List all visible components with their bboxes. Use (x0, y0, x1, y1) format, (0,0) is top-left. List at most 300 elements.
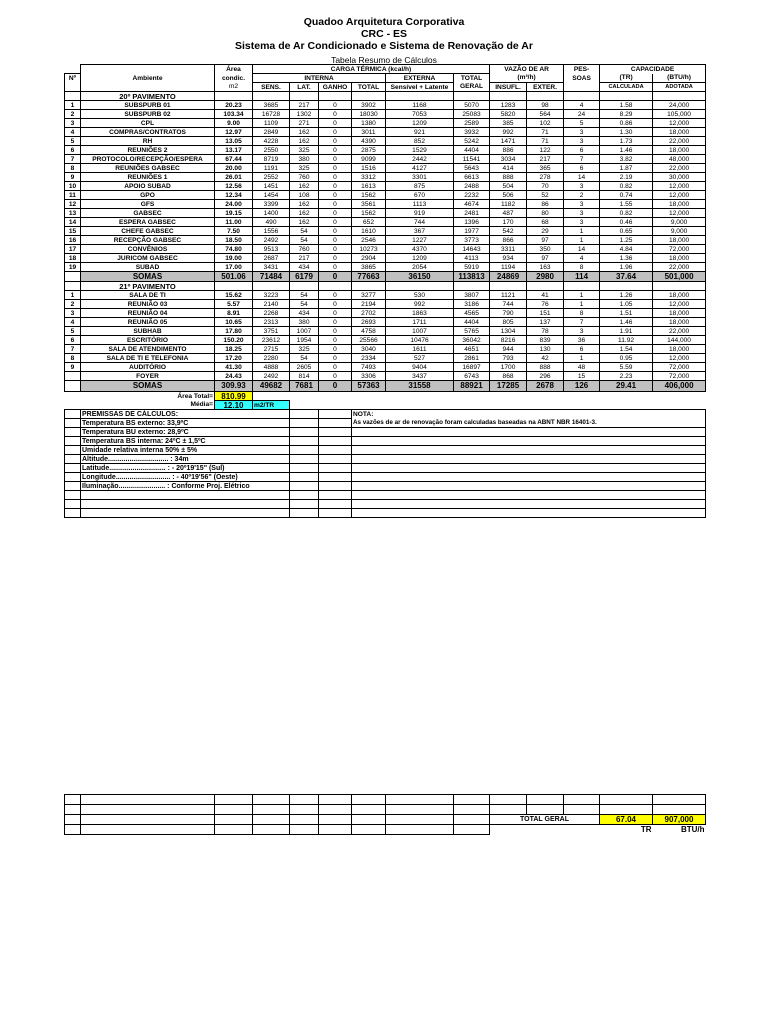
area-header: Área (215, 65, 253, 74)
premissas-row-8 (65, 482, 706, 491)
table-cell: 4404 (454, 318, 490, 327)
table-cell: 3685 (253, 101, 290, 110)
table-cell: 8 (564, 309, 600, 318)
table-cell: 19 (65, 263, 81, 272)
table-cell: 1700 (490, 363, 527, 372)
table-cell: 1863 (386, 309, 454, 318)
premissa-altitude: Altitude............................... : 34m (81, 455, 290, 464)
table-cell: 6613 (454, 173, 490, 182)
table-cell: 1711 (386, 318, 454, 327)
table-cell: 18,000 (653, 318, 706, 327)
table-cell: 1.46 (600, 318, 653, 327)
table-cell: 3277 (352, 291, 386, 300)
insufl-header: INSUFL. (490, 83, 527, 92)
table-row (65, 200, 706, 209)
table-cell: 1.58 (600, 101, 653, 110)
table-cell: 886 (490, 146, 527, 155)
table-cell: 4565 (454, 309, 490, 318)
table-row (65, 354, 706, 363)
area-total-value: 810.99 (215, 392, 253, 401)
table-cell: 3 (564, 209, 600, 218)
table-cell: 5919 (454, 263, 490, 272)
table-cell: 3312 (352, 173, 386, 182)
total-geral-label: TOTAL GERAL (490, 815, 600, 825)
client-title: CRC - ES (360, 28, 408, 40)
table-cell: 9513 (253, 245, 290, 254)
table-cell: 2687 (253, 254, 290, 263)
table-cell: 15.62 (215, 291, 253, 300)
table-row (65, 218, 706, 227)
table-cell: 5242 (454, 137, 490, 146)
somas-cell: 2980 (527, 272, 564, 282)
table-cell: 1 (564, 291, 600, 300)
table-cell: 2313 (253, 318, 290, 327)
ambiente-cell: REUNIÕES 1 (81, 173, 215, 182)
table-cell: 18,000 (653, 146, 706, 155)
ambiente-cell: SALA DE TI E TELEFONIA (81, 354, 215, 363)
table-cell: 4674 (454, 200, 490, 209)
table-cell: 5070 (454, 101, 490, 110)
total-header: TOTAL (454, 74, 490, 83)
ambiente-cell: GFS (81, 200, 215, 209)
table-cell: 23612 (253, 336, 290, 345)
table-cell: 490 (253, 218, 290, 227)
blank-row-3 (65, 509, 706, 518)
premissas-row-7 (65, 473, 706, 482)
table-cell: 3932 (454, 128, 490, 137)
table-cell: 48,000 (653, 155, 706, 164)
table-cell: 0 (319, 182, 352, 191)
table-cell: 26.01 (215, 173, 253, 182)
total2-header: TOTAL (352, 83, 386, 92)
table-cell: 8216 (490, 336, 527, 345)
table-row (65, 372, 706, 381)
table-cell: 3399 (253, 200, 290, 209)
table-cell: 72,000 (653, 372, 706, 381)
table-cell: 4758 (352, 327, 386, 336)
table-cell: 652 (352, 218, 386, 227)
table-cell: 8 (564, 263, 600, 272)
table-cell: 54 (290, 227, 319, 236)
table-cell: 2693 (352, 318, 386, 327)
vazao-unit: (m³/h) (490, 74, 564, 83)
table-cell: 367 (386, 227, 454, 236)
table-row (65, 227, 706, 236)
table-cell: 1 (65, 291, 81, 300)
table-row (65, 300, 706, 309)
table-cell: 814 (290, 372, 319, 381)
table-cell: 1109 (253, 119, 290, 128)
ambiente-cell: ESPERA GABSEC (81, 218, 215, 227)
table-cell: 18,000 (653, 291, 706, 300)
table-cell: 2140 (253, 300, 290, 309)
table-cell: 564 (527, 110, 564, 119)
table-cell: 29 (527, 227, 564, 236)
table-cell: 18030 (352, 110, 386, 119)
table-cell: 1396 (454, 218, 490, 227)
tr-header: (TR) (600, 74, 653, 83)
table-cell: 4.84 (600, 245, 653, 254)
ambiente-cell: CONVÊNIOS (81, 245, 215, 254)
table-row (65, 164, 706, 173)
geral-header: GERAL (454, 83, 490, 92)
table-cell: 162 (290, 200, 319, 209)
table-cell: 5 (65, 327, 81, 336)
table-cell: 0 (319, 146, 352, 155)
table-cell: 6 (564, 164, 600, 173)
table-cell: 19.15 (215, 209, 253, 218)
table-cell: 1516 (352, 164, 386, 173)
ambiente-cell: APOIO SUBAD (81, 182, 215, 191)
capacidade-header: CAPACIDADE (600, 65, 706, 74)
table-cell: 325 (290, 164, 319, 173)
table-cell: 52 (527, 191, 564, 200)
system-title: Sistema de Ar Condicionado e Sistema de Renovação de Ar (235, 40, 533, 52)
ambiente-cell: CHEFE GABSEC (81, 227, 215, 236)
table-cell: 10.65 (215, 318, 253, 327)
area-total-row (65, 392, 706, 401)
somas-cell: 6179 (290, 272, 319, 282)
lat-header: LAT. (290, 83, 319, 92)
table-cell: 1168 (386, 101, 454, 110)
table-cell: 2194 (352, 300, 386, 309)
table-cell: 9 (65, 363, 81, 372)
premissas-row-4 (65, 446, 706, 455)
table-cell: 0 (319, 354, 352, 363)
table-cell: 1007 (386, 327, 454, 336)
ambiente-cell: SUBHAB (81, 327, 215, 336)
table-cell: 4 (65, 318, 81, 327)
table-cell: 5765 (454, 327, 490, 336)
table-cell: 42 (527, 354, 564, 363)
table-cell: 0 (319, 209, 352, 218)
table-cell: 3 (564, 200, 600, 209)
table-cell: 1380 (352, 119, 386, 128)
table-cell: 487 (490, 209, 527, 218)
ambiente-cell: RECEPÇÃO GABSEC (81, 236, 215, 245)
table-cell: 70 (527, 182, 564, 191)
table-cell: 12.97 (215, 128, 253, 137)
table-cell: 504 (490, 182, 527, 191)
table-cell: 4651 (454, 345, 490, 354)
table-cell: 9.00 (215, 119, 253, 128)
ambiente-cell: CPL (81, 119, 215, 128)
table-cell: 8719 (253, 155, 290, 164)
table-cell: 888 (527, 363, 564, 372)
table-cell: 24.00 (215, 200, 253, 209)
somas-cell: 0 (319, 272, 352, 282)
table-cell: 4 (564, 101, 600, 110)
bottom-blank-row-2 (65, 805, 706, 815)
somas-cell: 88921 (454, 381, 490, 392)
table-cell: 11541 (454, 155, 490, 164)
table-cell: 0 (319, 263, 352, 272)
table-row (65, 173, 706, 182)
table-cell: 2232 (454, 191, 490, 200)
somas-cell: 37.64 (600, 272, 653, 282)
ambiente-header: Ambiente (81, 74, 215, 83)
area-unit: m2 (215, 83, 253, 92)
table-row (65, 336, 706, 345)
table-row (65, 155, 706, 164)
ambiente-cell: SUBSPURB 01 (81, 101, 215, 110)
table-cell: 217 (290, 254, 319, 263)
table-cell: 41 (527, 291, 564, 300)
calculada-header: CALCULADA (600, 83, 653, 92)
table-cell: 0 (319, 155, 352, 164)
ambiente-cell: REUNIÕES 2 (81, 146, 215, 155)
table-cell: 0 (319, 345, 352, 354)
table-cell: 325 (290, 146, 319, 155)
table-cell: 2546 (352, 236, 386, 245)
table-row (65, 110, 706, 119)
table-cell: 2875 (352, 146, 386, 155)
table-cell: 1 (564, 227, 600, 236)
no-header: Nº (65, 74, 81, 83)
btuh-header: (BTU/h) (653, 74, 706, 83)
table-cell: 12,000 (653, 119, 706, 128)
table-cell: 1562 (352, 209, 386, 218)
table-cell: 2492 (253, 236, 290, 245)
media-row (65, 401, 706, 410)
table-cell: 25566 (352, 336, 386, 345)
table-cell: 1227 (386, 236, 454, 245)
table-cell: 9,000 (653, 227, 706, 236)
table-cell: 1529 (386, 146, 454, 155)
pes-header: PES- (564, 65, 600, 74)
table-cell: 1.30 (600, 128, 653, 137)
table-cell: 18,000 (653, 254, 706, 263)
table-cell: 3306 (352, 372, 386, 381)
ambiente-cell: REUNIÃO 05 (81, 318, 215, 327)
table-cell: 3186 (454, 300, 490, 309)
ambiente-cell: SALA DE ATENDIMENTO (81, 345, 215, 354)
table-title: Tabela Resumo de Cálculos (331, 55, 437, 65)
table-cell: 0.95 (600, 354, 653, 363)
table-cell: 944 (490, 345, 527, 354)
table-cell: 13.05 (215, 137, 253, 146)
table-cell: 1611 (386, 345, 454, 354)
ambiente-cell: REUNIÃO 04 (81, 309, 215, 318)
table-cell: 9 (65, 173, 81, 182)
table-cell: 105,000 (653, 110, 706, 119)
ambiente-cell: SUBSPURB 02 (81, 110, 215, 119)
soas-header: SOAS (564, 74, 600, 83)
table-cell: 2492 (253, 372, 290, 381)
table-row (65, 128, 706, 137)
table-cell: 852 (386, 137, 454, 146)
area-total-label: Área Total= (177, 392, 213, 400)
exter-header: EXTER. (527, 83, 564, 92)
table-row (65, 363, 706, 372)
table-cell: 12,000 (653, 191, 706, 200)
premissa-latitude: Latitude............................. : - 20º19'15" (Sul) (81, 464, 290, 473)
table-cell: 760 (290, 173, 319, 182)
table-cell: 5 (564, 119, 600, 128)
table-cell: 434 (290, 263, 319, 272)
table-cell: 2861 (454, 354, 490, 363)
table-cell: 7 (564, 318, 600, 327)
table-cell: 144,000 (653, 336, 706, 345)
table-cell: 103.34 (215, 110, 253, 119)
table-cell: 414 (490, 164, 527, 173)
table-cell: 0 (319, 110, 352, 119)
table-cell: 12.34 (215, 191, 253, 200)
premissas-row-5 (65, 455, 706, 464)
table-cell: 380 (290, 155, 319, 164)
table-cell: 992 (490, 128, 527, 137)
table-cell: 296 (527, 372, 564, 381)
somas-cell: 113813 (454, 272, 490, 282)
table-cell: 921 (386, 128, 454, 137)
table-cell: 760 (290, 245, 319, 254)
table-cell: 1.87 (600, 164, 653, 173)
table-row (65, 318, 706, 327)
table-cell: 4370 (386, 245, 454, 254)
table-row (65, 209, 706, 218)
table-cell: 4127 (386, 164, 454, 173)
table-cell: 2550 (253, 146, 290, 155)
table-cell: 1977 (454, 227, 490, 236)
header-row-3 (65, 83, 706, 92)
table-cell: 1562 (352, 191, 386, 200)
table-cell: 16728 (253, 110, 290, 119)
somas-cell: 24869 (490, 272, 527, 282)
table-cell: 3807 (454, 291, 490, 300)
table-cell: 385 (490, 119, 527, 128)
table-cell: 5820 (490, 110, 527, 119)
table-cell: 3902 (352, 101, 386, 110)
media-value: 12.10 (215, 401, 253, 410)
table-cell: 3311 (490, 245, 527, 254)
table-cell: 992 (386, 300, 454, 309)
table-cell: 4 (564, 254, 600, 263)
table-cell: 7 (564, 155, 600, 164)
table-cell: 6 (65, 146, 81, 155)
table-cell: 0.65 (600, 227, 653, 236)
ambiente-cell: JURICOM GABSEC (81, 254, 215, 263)
table-cell: 162 (290, 137, 319, 146)
table-cell: 3.82 (600, 155, 653, 164)
table-cell: 1209 (386, 119, 454, 128)
table-cell: 278 (527, 173, 564, 182)
table-cell: 4113 (454, 254, 490, 263)
table-cell: 18,000 (653, 200, 706, 209)
premissa-iluminacao: Iluminação........................ : Conforme Proj. Elétrico (81, 482, 290, 491)
table-cell: 18,000 (653, 128, 706, 137)
table-cell: 86 (527, 200, 564, 209)
table-cell: 0 (319, 254, 352, 263)
table-cell: 1182 (490, 200, 527, 209)
somas-cell: 114 (564, 272, 600, 282)
table-cell: 3 (564, 218, 600, 227)
table-cell: 108 (290, 191, 319, 200)
table-cell: 3865 (352, 263, 386, 272)
premissa-bs-externo: Temperatura BS externo: 33,9ºC (81, 419, 290, 428)
table-cell: 2334 (352, 354, 386, 363)
table-cell: 2.23 (600, 372, 653, 381)
table-cell: 170 (490, 218, 527, 227)
somas-cell: 29.41 (600, 381, 653, 392)
ambiente-cell: GPO (81, 191, 215, 200)
vazao-header: VAZÃO DE AR (490, 65, 564, 74)
table-row (65, 245, 706, 254)
table-cell: 48 (564, 363, 600, 372)
table-cell: 2552 (253, 173, 290, 182)
premissas-row-1 (65, 419, 706, 428)
table-cell: 5.57 (215, 300, 253, 309)
table-cell: 7 (65, 155, 81, 164)
table-cell: 18.50 (215, 236, 253, 245)
table-cell: 6 (564, 345, 600, 354)
table-cell: 888 (490, 173, 527, 182)
table-row (65, 101, 706, 110)
table-cell: 10 (65, 182, 81, 191)
table-cell: 1194 (490, 263, 527, 272)
table-cell: 1113 (386, 200, 454, 209)
table-cell: 3751 (253, 327, 290, 336)
table-row (65, 345, 706, 354)
table-cell: 72,000 (653, 245, 706, 254)
somas-cell: 126 (564, 381, 600, 392)
table-cell: 0 (319, 218, 352, 227)
table-cell: 919 (386, 209, 454, 218)
table-cell: 17 (65, 245, 81, 254)
table-cell: 1954 (290, 336, 319, 345)
table-cell: 5643 (454, 164, 490, 173)
table-cell: 1.51 (600, 309, 653, 318)
table-cell: 1.46 (600, 146, 653, 155)
table-cell: 13.17 (215, 146, 253, 155)
header-row-2 (65, 74, 706, 83)
table-cell: 10476 (386, 336, 454, 345)
table-cell: 1 (564, 236, 600, 245)
ganho-header: GANHO (319, 83, 352, 92)
ambiente-cell: COMPRAS/CONTRATOS (81, 128, 215, 137)
somas-cell: 57363 (352, 381, 386, 392)
table-cell: 1610 (352, 227, 386, 236)
table-cell: 1.25 (600, 236, 653, 245)
table-cell: 24,000 (653, 101, 706, 110)
table-cell: 0 (319, 191, 352, 200)
table-cell: 78 (527, 327, 564, 336)
table-cell: 0 (319, 200, 352, 209)
table-cell: 2 (65, 110, 81, 119)
table-cell: 3 (564, 128, 600, 137)
table-cell: 7493 (352, 363, 386, 372)
table-cell: 10273 (352, 245, 386, 254)
table-cell: 271 (290, 119, 319, 128)
table-cell: 0.82 (600, 182, 653, 191)
table-cell: 25083 (454, 110, 490, 119)
table-row (65, 236, 706, 245)
table-cell: 18,000 (653, 309, 706, 318)
table-cell: 3034 (490, 155, 527, 164)
table-cell: 12,000 (653, 354, 706, 363)
table-row (65, 182, 706, 191)
table-cell: 71 (527, 128, 564, 137)
total-units-row (65, 825, 706, 835)
unit-tr: TR (640, 825, 652, 835)
document-titles (0, 16, 768, 66)
table-cell: 0 (319, 363, 352, 372)
table-cell: 18.25 (215, 345, 253, 354)
blank-row-1 (65, 491, 706, 500)
table-cell: 1.73 (600, 137, 653, 146)
table-cell: 18 (65, 254, 81, 263)
table-cell: 2481 (454, 209, 490, 218)
somas-cell: 2678 (527, 381, 564, 392)
